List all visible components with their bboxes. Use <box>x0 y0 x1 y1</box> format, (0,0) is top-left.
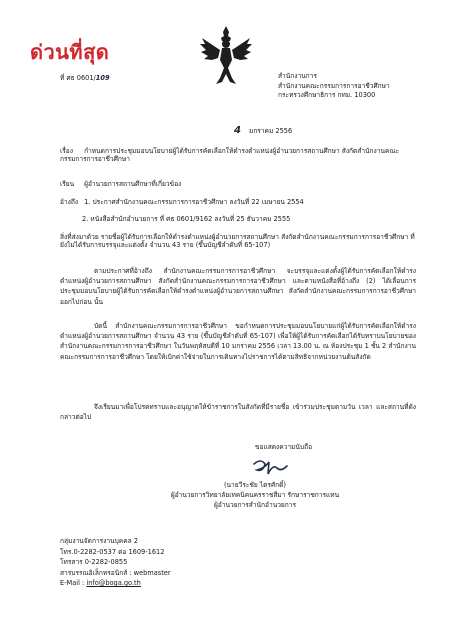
enclosure-line <box>60 233 416 249</box>
reference-item: 2. หนังสือสำนักอำนวยการ ที่ ศธ 0601/9162 ลงวันที่ 25 ธันวาคม 2555 <box>82 215 291 223</box>
footer-phone: โทร.0-2282-0537 ต่อ 1609-1612 <box>60 547 165 556</box>
subject-text: กำหนดการประชุมมอบนโยบายผู้ได้รับการคัดเลือกให้ดำรงตำแหน่งผู้อำนวยการสถานศึกษา สังกัดสำนักงานคณะกรรมการการอาชีวศึกษา <box>60 147 400 164</box>
signatory-position: ผู้อำนวยการวิทยาลัยเทคนิคนครราชสีมา รักษาราชการแทน <box>170 491 340 500</box>
reference-line-2 <box>82 215 290 223</box>
contact-footer <box>60 536 171 589</box>
enclosure-text: รายชื่อผู้ได้รับการเลือกให้ดำรงตำแหน่งผู้อำนวยการสถานศึกษา สังกัดสำนักงานคณะกรรมการการอาชีวศึกษา ที่ยังไม่ได้รับการบรรจุและแต่งตั้ง จำนวน 43 ราย (ขึ้นบัญชีลำดับที่ 65-107) <box>60 233 415 250</box>
footer-e-document: สารบรรณอิเล็กทรอนิกส์ : webmaster <box>60 568 171 577</box>
date-month-year: มกราคม 2556 <box>248 127 293 135</box>
footer-email-label: E-Mail : <box>60 579 87 588</box>
footer-fax: โทรสาร 0-2282-0855 <box>60 558 128 567</box>
body-paragraph-2: บัดนี้ สำนักงานคณะกรรมการการอาชีวศึกษา ขอกำหนดการประชุมมอบนโยบายแก่ผู้ได้รับการคัดเลือกให้ดำรงตำแหน่งผู้อำนวยการสถานศึกษา จำนวน 43 ราย (ขึ้นบัญชีลำดับที่ 65-107) เพื่อให้ผู้ได้รับการคัดเลือกได้รับทราบนโยบายของสำนักงานคณะกรรมการการอาชีวศึกษา ในวันพฤหัสบดีที่ 10 มกราคม 2556 เวลา 13.00 น. ณ ห้องประชุม 1 ชั้น 2 สำนักงานคณะกรรมการการอาชีวศึกษา โดยให้เบิกค่าใช้จ่ายในการเดินทางไปราชการได้ตามสิทธิจากหน่วยงานต้นสังกัด <box>60 322 416 361</box>
addressee-text: ผู้อำนวยการสถานศึกษาที่เกี่ยวข้อง <box>84 180 182 188</box>
footer-email-line <box>60 578 171 589</box>
issuing-office <box>278 72 390 101</box>
footer-department: กลุ่มงานจัดการงานบุคคล 2 <box>60 537 138 545</box>
urgent-stamp: ด่วนที่สุด <box>30 40 110 64</box>
addressee-line <box>60 180 181 188</box>
garuda-emblem-icon <box>198 24 254 86</box>
body-paragraph-1: ตามประกาศที่อ้างถึง สำนักงานคณะกรรมการการอาชีวศึกษา จะบรรจุและแต่งตั้งผู้ได้รับการคัดเลือกให้ดำรงตำแหน่งผู้อำนวยการสถานศึกษา สังกัดสำนักงานคณะกรรมการการอาชีวศึกษา และตามหนังสือที่อ้างถึง (2) ได้เลื่อนการประชุมมอบนโยบายผู้ได้รับการคัดเลือกให้ดำรงตำแหน่งผู้อำนวยการสถานศึกษา สังกัดสำนักงานคณะกรรมการการอาชีวศึกษา ออกไปก่อน นั้น <box>60 267 416 306</box>
reference-label: อ้างถึง <box>60 198 79 206</box>
footer-email-link[interactable]: info@boga.go.th <box>86 579 141 588</box>
document-number <box>60 74 110 82</box>
date-day-handwritten: 4 <box>234 125 241 136</box>
issuing-office-line: กระทรวงศึกษาธิการ กทม. 10300 <box>278 91 376 100</box>
subject-line <box>60 147 416 163</box>
handwritten-signature <box>251 456 291 478</box>
subject-label: เรื่อง <box>60 147 73 155</box>
document-number-handwritten: 109 <box>95 74 110 82</box>
reference-line-1 <box>60 198 304 206</box>
signatory-position: ผู้อำนวยการสำนักอำนวยการ <box>213 501 297 510</box>
reference-item: 1. ประกาศสำนักงานคณะกรรมการการอาชีวศึกษา ลงวันที่ 22 เมษายน 2554 <box>84 198 304 206</box>
body-paragraph-3: จึงเรียนมาเพื่อโปรดทราบและอนุญาตให้ข้าราชการในสังกัดที่มีรายชื่อ เข้าร่วมประชุมตามวัน เวลา และสถานที่ดังกล่าวต่อไป <box>60 403 416 422</box>
addressee-label: เรียน <box>60 180 75 188</box>
signatory-name: (นายวีระชัย ไตรศักดิ์) <box>223 481 287 489</box>
enclosure-label: สิ่งที่ส่งมาด้วย <box>60 233 99 241</box>
issuing-office-line: สำนักงานการ <box>278 72 317 80</box>
signatory-block <box>170 480 340 511</box>
closing-phrase: ขอแสดงความนับถือ <box>255 443 313 451</box>
document-number-prefix: ที่ ศธ 0601/ <box>60 74 96 82</box>
letter-date <box>234 125 292 138</box>
issuing-office-line: สำนักงานคณะกรรมการการอาชีวศึกษา <box>278 81 390 90</box>
